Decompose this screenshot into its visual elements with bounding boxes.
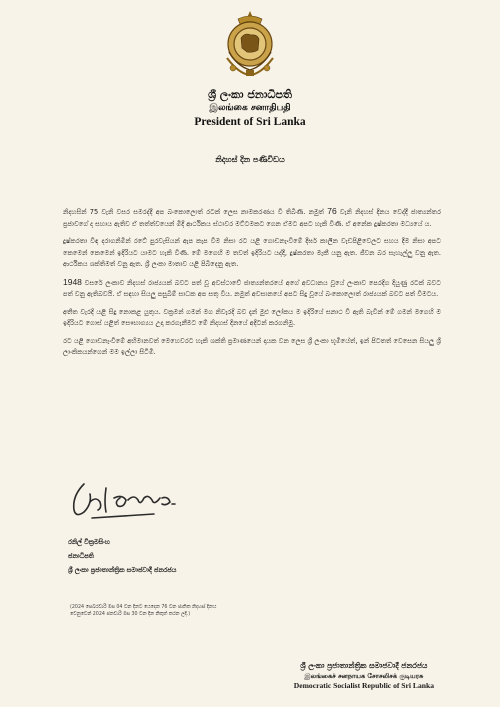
signatory-republic: ශ්‍රී ලංකා ප්‍රජාතාන්ත්‍රික සමාජවාදී ජනරජය (68, 566, 177, 574)
letterhead (0, 88, 500, 130)
handwritten-signature (62, 476, 192, 526)
paragraph-3-number: 1948 (63, 276, 82, 287)
footnote-line-1: (2024 පෙබරවාරි මස 04 වන දිනට යෙදෙන 76 වන ජාතික නිදහස් දිනය (70, 605, 217, 610)
state-emblem-icon (217, 8, 283, 78)
signatory-block (68, 535, 176, 577)
issue-footnote (70, 604, 310, 618)
letterhead-english: President of Sri Lanka (194, 116, 306, 128)
paragraph-3 (63, 277, 441, 301)
paragraph-5: රට යළි ගොඩනැංවීමේ අභිමානවත් මෙහෙවරට හැකි ශක්ති ප්‍රමාණයෙන් දායක වන ලෙස ශ්‍රී ලංකා භූමියේත්, ඉන් පිටතත් වෙසෙන සියලු ශ්‍රී ලාංකිකයන්ගෙන් මම ඉල්ලා සිටිමි. (63, 336, 441, 356)
footnote-line-2: වෙනුවෙන් 2024 ජනවාරි මස 30 වන දින නිකුත් කරන ලදී.) (70, 612, 191, 617)
paragraph-1 (63, 206, 441, 230)
document-title: නිදහස් දින පණිවිඩය (215, 155, 285, 164)
paragraph-4: අතීත වැරදි යළි සිදු නොකළ යුතුය. වක්‍රමන් ගමන් මග නිවැරදි බව දැන් මුළු ලෝකය ම ඉදිරියේ සනාථ වී ඇති බැවින් මේ ගමන් මගෙහි ම ඉදිරියට ගොස් යළිත් සෞභාග්‍යය උදා කරගැනීමට මේ නිදහස් දිනයේ අදිටන් කරගනිමු. (63, 307, 441, 327)
paragraph-1-start: නිදහසින් 75 වැනි වසර සමරද්දී අප බංකොලොත් රටක් ලෙස නාමකරණය වී තිබිණි. නමුත් (63, 208, 328, 216)
paragraph-3-text: වසරේ ලංකාව නිදහස් රාජ්‍යයක් බවට පත් වූ අවස්ථාවේ ජාත්‍යන්තරයේ අගේ අවධානය වූයේ ලංකාව පෙරදිග දියුණු රටක් බවට පත් වනු ඇතිබවයි. ඒ සඳහා සියලු පසුබිම් සාධක අප සතු විය. නමුත් අවසානයේ අපට සිදු වූයේ බංකොලොත් රාජ්‍යයක් බවට පත් වීමටය. (63, 278, 441, 298)
paragraph-2: දුෂ්කරතා විඳ දරාගනිමින් රටේ පුරවැසියන් ඇප කැප වීම නිසා රට යළි ගොඩනැංවීමේ දීර්ඝ කාලීන වැඩපිළිවෙලට සහය දීම නිසා අපට කෙමෙන් කෙමෙන් ඉදිරියට යාමට හැකි විණි. මේ මගෙහි ම තවත් ඉදිරියට යද්දී, දුෂ්කරතා මැකී යනු ඇත. ජීවන බර සැහැල්ලු වනු ඇත. ආර්ථිකය ශක්තිමත් වනු ඇත. ශ්‍රී ලංකා මාතාව යළි පිබිදෙනු ඇත. (63, 237, 441, 268)
paragraph-1-end: වැනි නිදහස් දිනය වෙද්දී ජාත්‍යන්තර ප්‍රජාවගේ ද සහාය ඇතිව ඒ තත්ත්වයෙන් මිදී ආර්ථිකය ස්ථාවර මට්ටමකට ගෙන ඒමට අපට හැකි විණි. ඒ අනේක දුෂ්කරතා මධ්‍යයේ ය. (63, 208, 441, 228)
footer-tamil: இலங்கைச் சனநாயக சோசலிசக் குடியரசு (304, 672, 424, 680)
footer-republic-name (294, 660, 434, 691)
letterhead-tamil: இலங்கை சனாதிபதி (209, 103, 291, 113)
signatory-role: ජනාධිපති (68, 552, 94, 560)
letter-body (63, 206, 441, 365)
paragraph-1-number: 76 (327, 206, 337, 216)
letterhead-sinhala: ශ්‍රී ලංකා ජනාධිපති (208, 88, 292, 101)
footer-sinhala: ශ්‍රී ලංකා ප්‍රජාතාන්ත්‍රික සමාජවාදී ජනරජය (300, 661, 428, 670)
signatory-name: රනිල් වික්‍රමසිංහ (68, 538, 110, 546)
footer-english: Democratic Socialist Republic of Sri Lanka (293, 681, 434, 690)
